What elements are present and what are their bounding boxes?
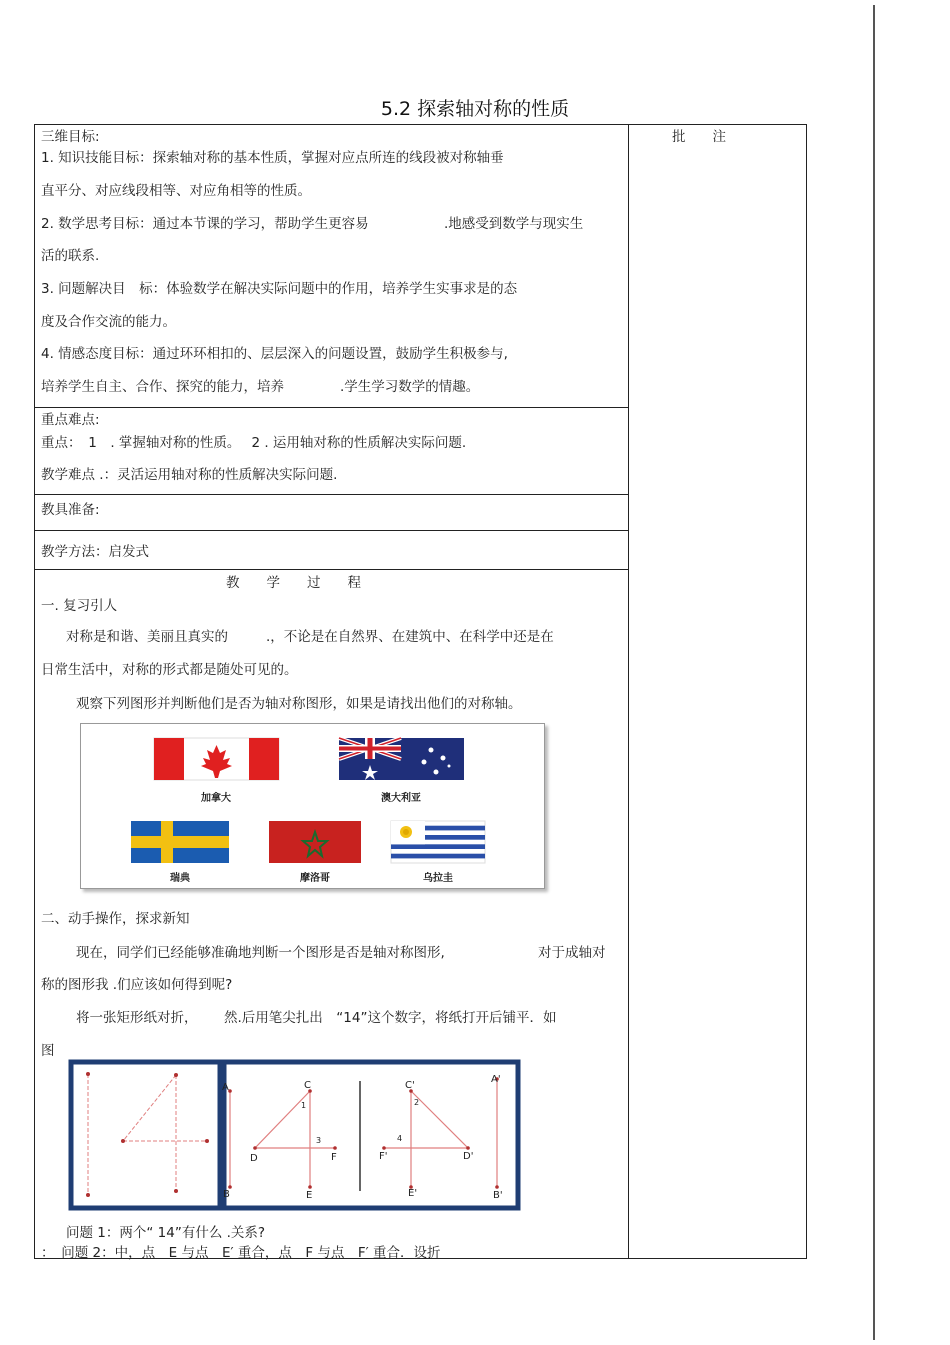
uruguay-flag [391, 821, 485, 863]
angle-label-2: 2 [414, 1098, 420, 1107]
flag-label-canada: 加拿大 [201, 793, 231, 804]
section-heading: 一. 复习引人 [41, 598, 118, 614]
point-label-e-prime: E' [408, 1188, 418, 1199]
canada-flag [154, 738, 279, 780]
process-text: 观察下列图形并判断他们是否为轴对称图形，如果是请找出他们的对称轴。 [76, 696, 522, 712]
flag-label-australia: 澳大利亚 [381, 793, 421, 804]
angle-label-4: 4 [397, 1134, 403, 1143]
point-label-a: A [222, 1082, 229, 1093]
angle-label-3: 3 [316, 1136, 322, 1145]
objective-line: 3. 问题解决目 标：体验数学在解决实际问题中的作用，培养学生实事求是的态 [41, 281, 518, 297]
process-text: 日常生活中，对称的形式都是随处可见的。 [41, 662, 298, 678]
flag-label-morocco: 摩洛哥 [300, 873, 330, 884]
flag-label-sweden: 瑞典 [170, 873, 190, 884]
objective-line: .学生学习数学的情趣。 [340, 379, 480, 395]
process-text: 称的图形我 .们应该如何得到呢? [41, 977, 233, 993]
process-text: 将一张矩形纸对折， [76, 1010, 198, 1026]
point-label-c: C [304, 1080, 311, 1091]
flags-figure [80, 723, 545, 889]
keypoints-line: 重点： 1 . 掌握轴对称的性质。 2 . 运用轴对称的性质解决实际问题. [41, 435, 467, 451]
section-heading: 二、动手操作，探求新知 [41, 911, 190, 927]
notes-column-header: 批 注 [672, 129, 726, 145]
australia-flag [339, 738, 464, 780]
row-divider-keypoints [34, 494, 629, 495]
objective-line: 4. 情感态度目标：通过环环相扣的、层层深入的问题设置，鼓励学生积极参与, [41, 346, 508, 362]
flags-illustration [81, 724, 544, 888]
process-text: 对称是和谐、美丽且真实的 [66, 629, 228, 645]
tools-heading: 教具准备: [41, 502, 100, 518]
method-line: 教学方法：启发式 [41, 544, 149, 560]
process-text: 现在，同学们已经能够准确地判断一个图形是否是轴对称图形, [76, 945, 445, 961]
point-label-e: E [306, 1190, 313, 1201]
angle-label-1: 1 [301, 1101, 307, 1110]
page-title: 5.2 探索轴对称的性质 [380, 98, 570, 120]
point-label-f-prime: F' [379, 1151, 388, 1162]
objectives-heading: 三维目标: [41, 129, 100, 145]
notes-column-divider [628, 124, 629, 1259]
question-1: 问题 1：两个“ 14”有什么 .关系? [66, 1225, 266, 1241]
objective-line: 1. 知识技能目标：探索轴对称的基本性质，掌握对应点所连的线段被对称轴垂 [41, 150, 504, 166]
point-label-a-prime: A' [491, 1074, 501, 1085]
objective-line: 活的联系. [41, 248, 100, 264]
objective-line: 2. 数学思考目标：通过本节课的学习，帮助学生更容易 [41, 216, 369, 232]
objective-line: 培养学生自主、合作、探究的能力，培养 [41, 379, 284, 395]
objective-line: 度及合作交流的能力。 [41, 314, 176, 330]
row-divider-objectives [34, 407, 629, 408]
page-edge-line [873, 5, 875, 1340]
objective-line: 直平分、对应线段相等、对应角相等的性质。 [41, 183, 311, 199]
row-divider-tools [34, 530, 629, 531]
process-text: 对于成轴对 [538, 945, 606, 961]
point-label-c-prime: C' [405, 1080, 415, 1091]
point-label-d-prime: D' [463, 1151, 474, 1162]
flag-label-uruguay: 乌拉圭 [423, 873, 453, 884]
process-heading: 教 学 过 程 [226, 575, 361, 591]
point-label-b-prime: B' [493, 1190, 503, 1201]
question-2: ： 问题 2：中，点 E 与点 E′ 重合，点 F 与点 F′ 重合．设折 [41, 1245, 441, 1261]
point-label-d: D [250, 1153, 258, 1164]
process-text: 图 [41, 1043, 55, 1059]
keypoints-line: 教学难点 .：灵活运用轴对称的性质解决实际问题. [41, 467, 338, 483]
point-label-f: F [331, 1152, 337, 1163]
process-text: .，不论是在自然界、在建筑中、在科学中还是在 [266, 629, 554, 645]
point-label-b: B [223, 1189, 230, 1200]
fourteen-diagram [68, 1059, 521, 1211]
morocco-flag [269, 821, 361, 863]
process-text: 然.后用笔尖扎出 “14”这个数字，将纸打开后铺平．如 [224, 1010, 557, 1026]
keypoints-heading: 重点难点: [41, 412, 100, 428]
row-divider-method [34, 569, 629, 570]
sweden-flag [131, 821, 229, 863]
objective-line: .地感受到数学与现实生 [444, 216, 584, 232]
fourteen-figure [68, 1059, 521, 1211]
